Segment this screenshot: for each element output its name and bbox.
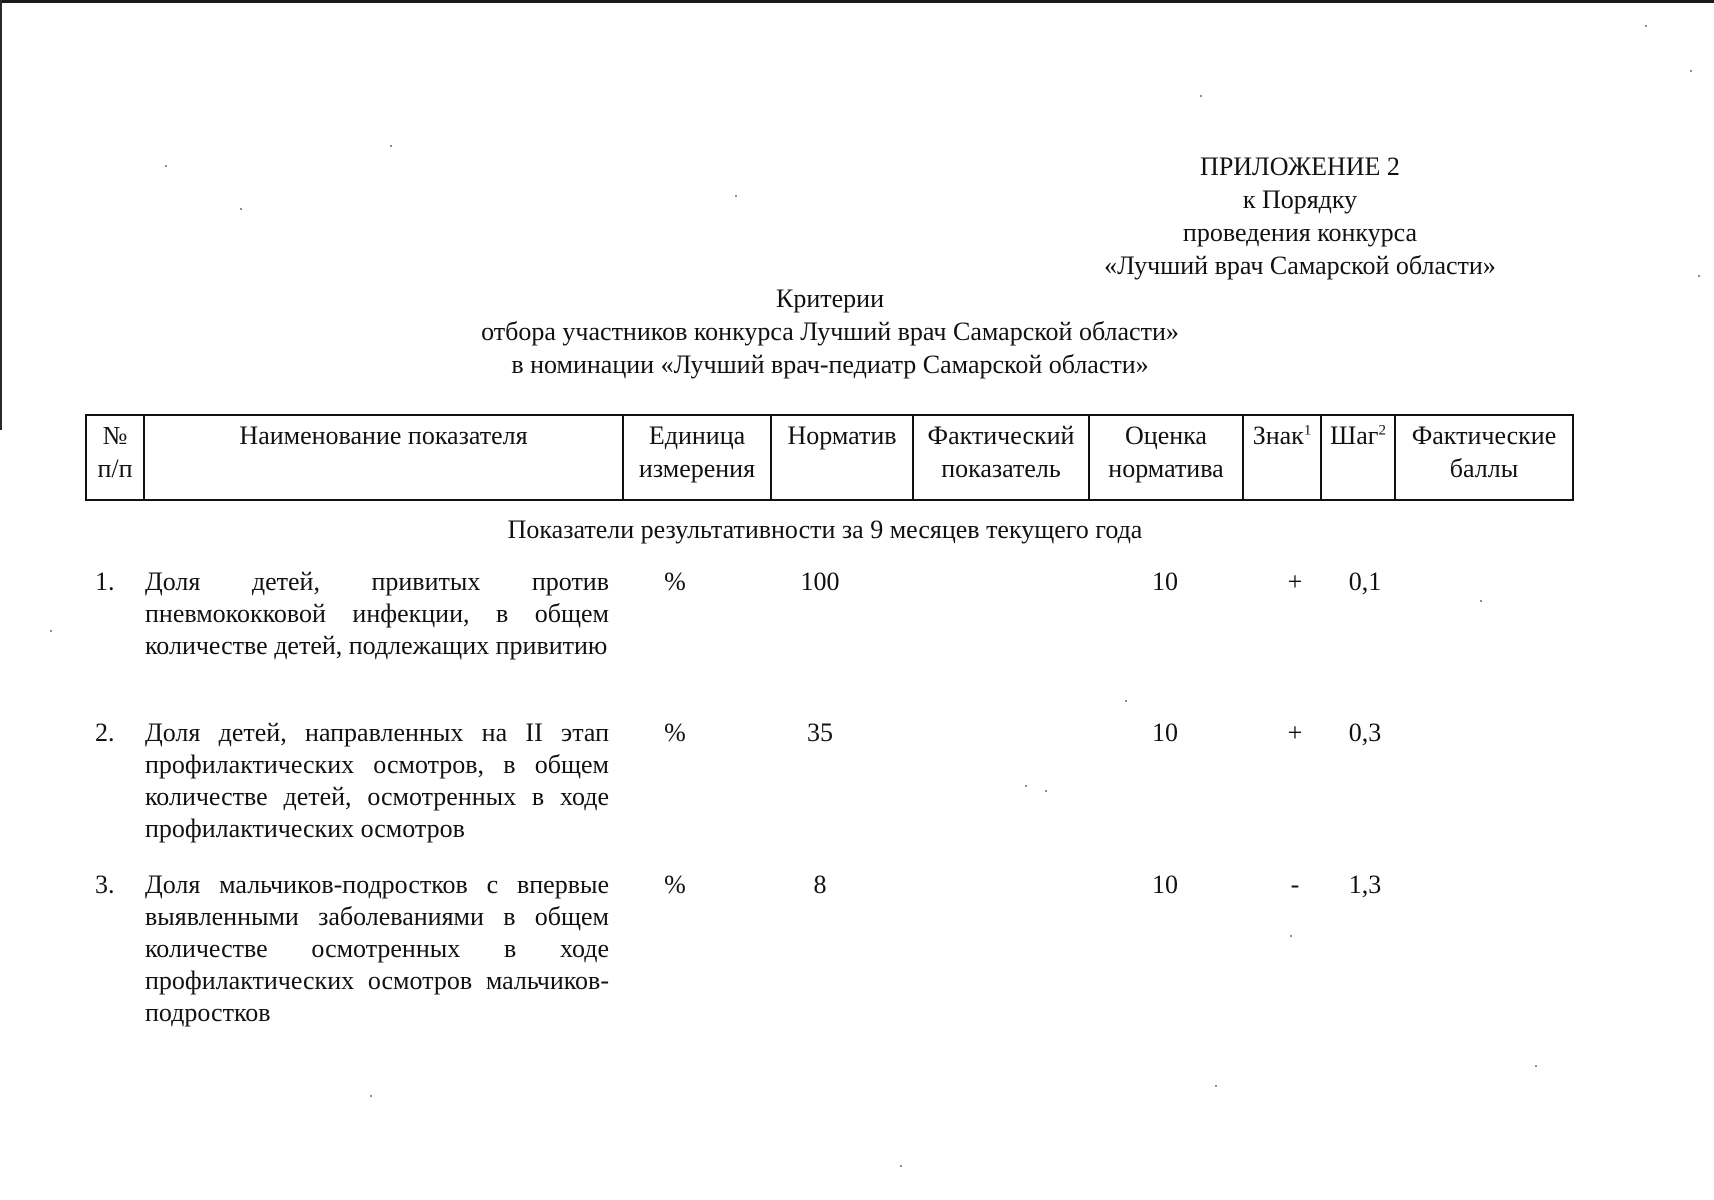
evaluation-value: 10 [1152, 718, 1178, 747]
scan-speck [1480, 600, 1482, 602]
step-footnote-mark: 2 [1378, 422, 1386, 439]
norm-value: 35 [807, 718, 833, 747]
header-unit: Единица измерения [623, 415, 771, 500]
step-value: 1,3 [1348, 870, 1382, 899]
scan-speck [240, 208, 242, 210]
norm-value: 8 [813, 870, 827, 899]
unit-value: % [664, 567, 686, 596]
scan-speck [900, 1165, 902, 1167]
title-line-3: в номинации «Лучший врач-педиатр Самарской области» [511, 350, 1149, 379]
scan-speck [1125, 700, 1127, 702]
title-line-2: отбора участников конкурса Лучший врач Самарской области» [481, 317, 1179, 346]
row-number: 1. [95, 567, 115, 596]
header-actual-points: Фактические баллы [1395, 415, 1573, 500]
appendix-header [1030, 150, 1570, 282]
scan-speck [1690, 70, 1692, 72]
scan-speck [1645, 25, 1647, 27]
header-norm: Норматив [771, 415, 913, 500]
scan-speck [390, 145, 392, 147]
scan-speck [1025, 785, 1027, 787]
indicator-name: Доля мальчиков-подростков с впервые выявленными заболеваниями в общем количестве осмотренных в ходе профилактических осмотров мальчиков-подростков [145, 870, 609, 1027]
title-line-1: Критерии [776, 284, 884, 313]
header-indicator-name: Наименование показателя [144, 415, 623, 500]
appendix-ref-contest: проведения конкурса [1182, 218, 1418, 247]
norm-value: 100 [800, 567, 840, 596]
scan-speck [1045, 790, 1047, 792]
unit-value: % [664, 870, 686, 899]
sign-value: + [1287, 718, 1303, 747]
document-title [300, 282, 1360, 381]
row-number: 3. [95, 870, 115, 899]
row-number: 2. [95, 718, 115, 747]
scan-speck [1535, 1065, 1537, 1067]
appendix-label: ПРИЛОЖЕНИЕ 2 [1200, 152, 1400, 181]
sign-value: + [1287, 567, 1303, 596]
criteria-table-header [85, 414, 1574, 501]
scan-speck [50, 630, 52, 632]
sign-footnote-mark: 1 [1303, 422, 1312, 439]
unit-value: % [664, 718, 686, 747]
step-value: 0,3 [1348, 718, 1382, 747]
header-actual-indicator: Фактический показатель [913, 415, 1089, 500]
header-step: Шаг$^2$ [1321, 415, 1395, 500]
indicator-name: Доля детей, привитых против пневмококковой инфекции, в общем количестве детей, подлежащих привитию [145, 567, 609, 660]
scan-speck [165, 165, 167, 167]
table-header-row [86, 415, 1573, 500]
header-sign: Знак$^1$ [1243, 415, 1321, 500]
scan-edge-left [0, 0, 2, 430]
header-norm-evaluation: Оценка норматива [1089, 415, 1243, 500]
scan-speck [1290, 935, 1292, 937]
scan-speck [1215, 1085, 1217, 1087]
indicator-name: Доля детей, направленных на II этап профилактических осмотров, в общем количестве детей, осмотренных в ходе профилактических осмотров [145, 718, 609, 843]
appendix-ref-name: «Лучший врач Самарской области» [1104, 251, 1496, 280]
header-number: № п/п [86, 415, 144, 500]
sign-value: - [1290, 870, 1300, 899]
appendix-ref-order: к Порядку [1242, 185, 1358, 214]
scan-speck [1200, 95, 1202, 97]
scan-edge-top [0, 0, 1714, 3]
evaluation-value: 10 [1152, 567, 1178, 596]
evaluation-value: 10 [1152, 870, 1178, 899]
section-title: Показатели результативности за 9 месяцев текущего года [507, 515, 1143, 544]
step-value: 0,1 [1348, 567, 1382, 596]
scan-speck [735, 195, 737, 197]
scan-speck [1698, 275, 1700, 277]
scan-speck [370, 1095, 372, 1097]
